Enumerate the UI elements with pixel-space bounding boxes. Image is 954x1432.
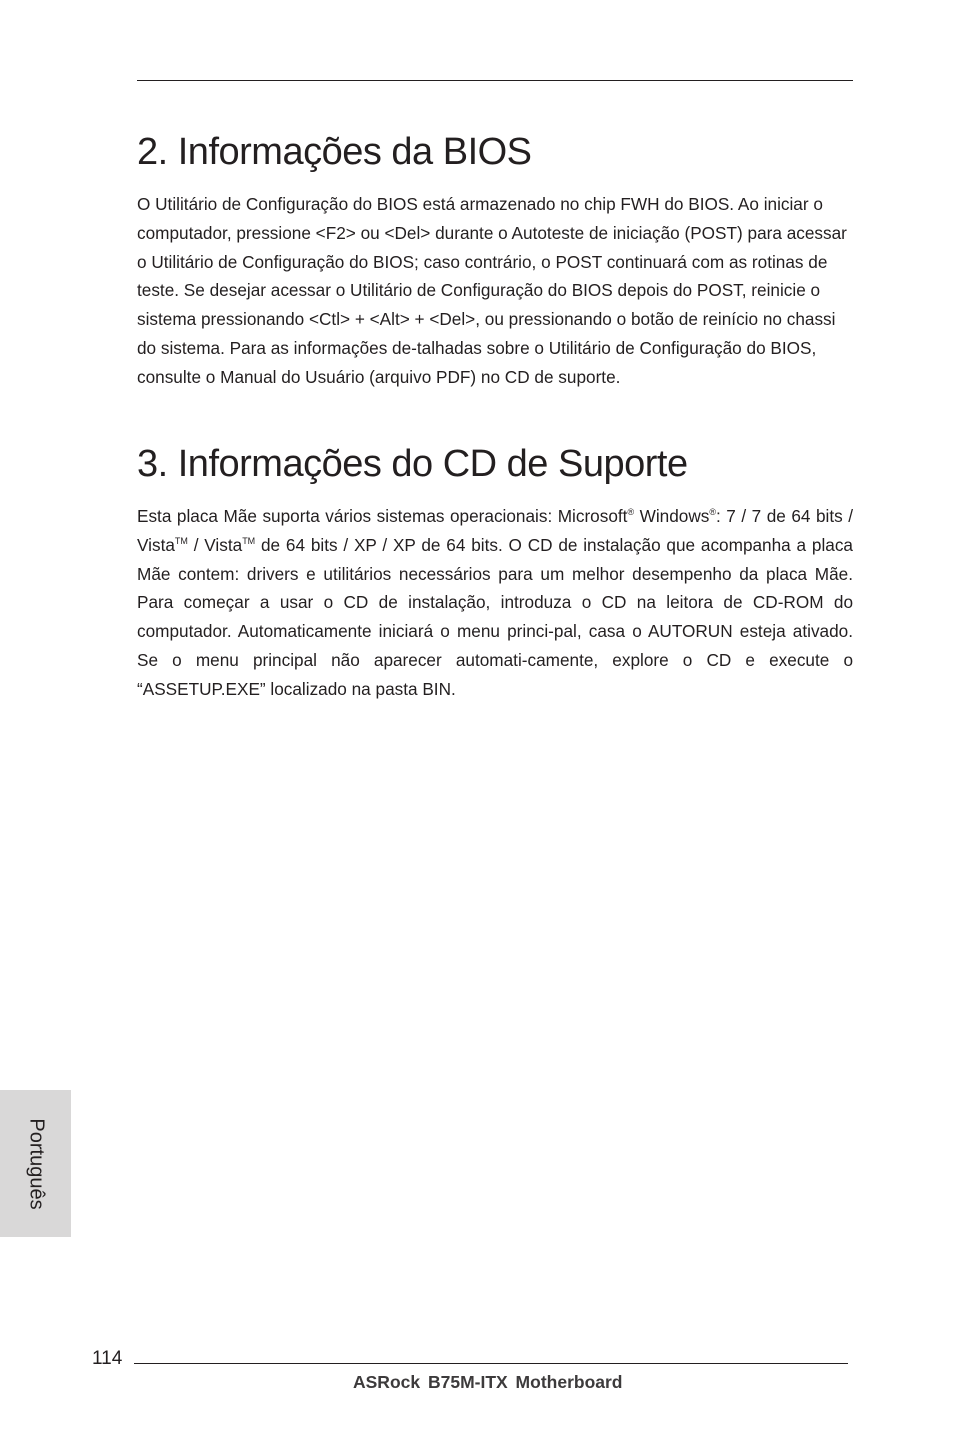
cd-body-text-3: : 7 / 7 de 64 bits / Vista	[137, 506, 854, 555]
cd-body-text-2: Windows	[634, 506, 710, 526]
language-side-tab	[0, 1090, 71, 1237]
cd-body-text-5: de 64 bits / XP / XP de 64 bits. O CD de instalação que acompanha a placa Mãe contem: drivers e utilitários necessários para um melhor desempenho da placa Mãe. Para começar a usar o CD de instalação, introduza o CD na leitora de CD-ROM do computador. Automaticamente iniciará o menu princi-pal, casa o AUTORUN esteja ativado. Se o menu principal não aparecer automati-camente, explore o CD e execute o “ASSETUP.EXE” localizado na pasta BIN.	[137, 534, 853, 699]
page-number: 114	[92, 1348, 123, 1369]
support-cd-section	[137, 440, 853, 704]
footer-product-title: ASRock B75M-ITX Motherboard	[353, 1372, 623, 1392]
trademark-mark: TM	[174, 535, 188, 546]
bios-section-body: O Utilitário de Configuração do BIOS está armazenado no chip FWH do BIOS. Ao iniciar o computador, pressione <F2> ou <Del> durante o Autoteste de iniciação (POST) para acessar o Utilitário de Configuração do BIOS; caso contrário, o POST continuará com as rotinas de teste. Se desejar acessar o Utilitário de Configuração do BIOS depois do POST, reinicie o sistema pressionando <Ctl> + <Alt> + <Del>, ou pressionando o botão de reinício no chassi do sistema. Para as informações de-talhadas sobre o Utilitário de Configuração do BIOS, consulte o Manual do Usuário (arquivo PDF) no CD de suporte.	[137, 194, 847, 387]
bios-section-heading: 2. Informações da BIOS	[137, 131, 532, 173]
cd-section-heading: 3. Informações do CD de Suporte	[137, 443, 688, 485]
trademark-mark: TM	[242, 535, 256, 546]
language-tab-label: Português	[25, 1117, 47, 1210]
cd-body-text-1: Esta placa Mãe suporta vários sistemas operacionais: Microsoft	[137, 506, 628, 526]
registered-mark: ®	[627, 507, 635, 517]
cd-body-text-4: / Vista	[187, 534, 243, 555]
cd-section-body	[137, 502, 853, 704]
top-divider	[137, 80, 853, 81]
registered-mark: ®	[709, 507, 716, 517]
bottom-divider	[134, 1363, 848, 1364]
bios-info-section	[137, 128, 853, 392]
